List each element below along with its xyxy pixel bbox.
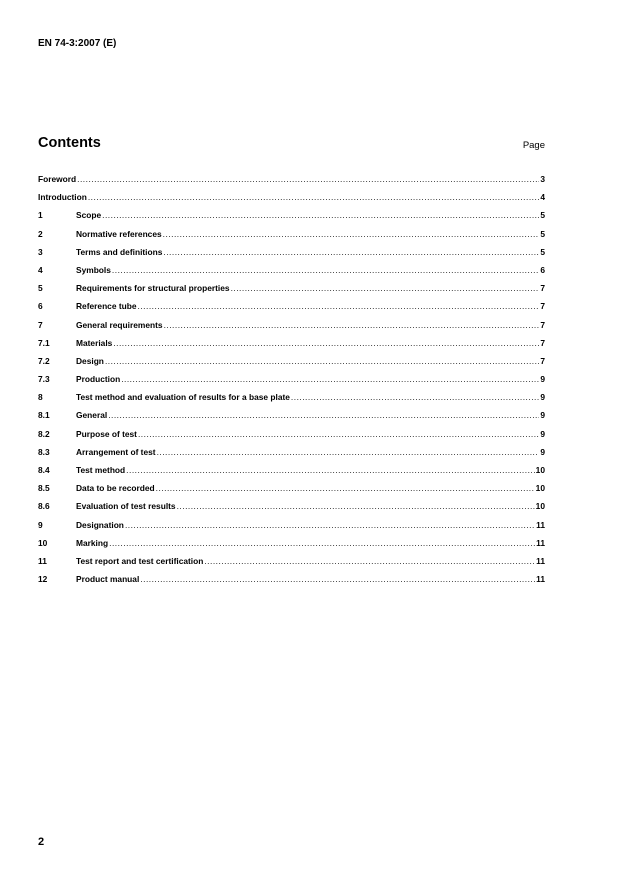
toc-entry-number: 8.1 xyxy=(38,410,50,421)
toc-entry-number: 8.5 xyxy=(38,483,50,494)
toc-entry[interactable] xyxy=(38,283,545,301)
toc-entry-page: 5 xyxy=(540,246,545,257)
toc-dot-leader xyxy=(138,301,540,311)
toc-entry-title: Symbols xyxy=(76,264,111,275)
toc-dot-leader xyxy=(291,392,539,402)
toc-entry-page: 7 xyxy=(540,283,545,294)
toc-dot-leader xyxy=(163,247,539,257)
toc-entry-number: 9 xyxy=(38,519,43,530)
toc-dot-leader xyxy=(138,429,539,439)
toc-dot-leader xyxy=(109,538,535,548)
toc-dot-leader xyxy=(140,574,535,584)
toc-entry-number: 12 xyxy=(38,574,48,585)
toc-entry-number: 7.2 xyxy=(38,355,50,366)
toc-dot-leader xyxy=(231,283,540,293)
toc-entry-number: 3 xyxy=(38,246,43,257)
toc-entry-title: Test method and evaluation of results for a base plate xyxy=(76,392,290,403)
toc-entry-page: 9 xyxy=(540,392,545,403)
toc-entry-title: Production xyxy=(76,374,121,385)
toc-entry-number: 5 xyxy=(38,283,43,294)
toc-dot-leader xyxy=(88,192,539,202)
toc-entry-number: 4 xyxy=(38,264,43,275)
toc-entry[interactable] xyxy=(38,574,545,592)
toc-dot-leader xyxy=(157,447,540,457)
toc-entry-title: Test report and test certification xyxy=(76,555,204,566)
page-column-label: Page xyxy=(522,140,545,151)
toc-entry-page: 9 xyxy=(540,446,545,457)
toc-entry[interactable] xyxy=(38,247,545,265)
toc-entry[interactable] xyxy=(38,465,545,483)
toc-dot-leader xyxy=(177,501,535,511)
toc-entry-page: 5 xyxy=(540,228,545,239)
toc-entry-number: 11 xyxy=(38,555,47,566)
toc-entry-title: Test method xyxy=(76,465,126,475)
toc-entry-page: 9 xyxy=(540,374,545,385)
toc-entry[interactable] xyxy=(38,301,545,319)
toc-entry-number: 8.6 xyxy=(38,501,50,512)
toc-entry-number: 7 xyxy=(38,319,43,330)
toc-entry-number: 1 xyxy=(38,210,43,221)
toc-entry-page: 7 xyxy=(540,355,545,366)
toc-entry-title: Designation xyxy=(76,519,124,530)
toc-entry[interactable] xyxy=(38,483,545,501)
toc-entry-number: 2 xyxy=(38,228,43,239)
toc-dot-leader xyxy=(164,320,540,330)
table-of-contents xyxy=(38,174,545,592)
toc-entry-title: Purpose of test xyxy=(76,428,137,439)
toc-entry-number: 8.4 xyxy=(38,465,50,475)
toc-entry-page: 9 xyxy=(540,428,545,439)
contents-title: Contents xyxy=(38,135,101,151)
toc-entry[interactable] xyxy=(38,320,545,338)
toc-dot-leader xyxy=(112,265,539,275)
toc-dot-leader xyxy=(163,229,540,239)
toc-entry[interactable] xyxy=(38,229,545,247)
toc-entry-number: 6 xyxy=(38,301,43,312)
toc-entry[interactable] xyxy=(38,392,545,410)
toc-entry[interactable] xyxy=(38,429,545,447)
toc-entry-title: Reference tube xyxy=(76,301,137,312)
toc-entry-title: General xyxy=(76,410,108,421)
toc-entry-title: Design xyxy=(76,355,104,366)
toc-entry-page: 10 xyxy=(535,465,545,475)
toc-dot-leader xyxy=(113,338,539,348)
toc-entry[interactable] xyxy=(38,356,545,374)
toc-entry-title: Marking xyxy=(76,537,109,548)
toc-entry-title: Requirements for structural properties xyxy=(76,283,230,294)
toc-entry-page: 11 xyxy=(536,519,545,530)
toc-entry-page: 4 xyxy=(540,192,545,203)
toc-entry[interactable] xyxy=(38,520,545,538)
toc-entry[interactable] xyxy=(38,501,545,519)
toc-entry[interactable] xyxy=(38,374,545,392)
toc-entry[interactable] xyxy=(38,410,545,428)
toc-entry-page: 11 xyxy=(536,555,545,566)
toc-entry-number: 7.1 xyxy=(38,337,50,348)
toc-dot-leader xyxy=(105,356,539,366)
toc-dot-leader xyxy=(102,210,539,220)
toc-entry-title: Arrangement of test xyxy=(76,446,156,457)
toc-entry-page: 3 xyxy=(540,174,545,184)
toc-dot-leader xyxy=(77,174,539,184)
toc-entry-page: 5 xyxy=(540,210,545,221)
toc-entry-page: 7 xyxy=(540,301,545,312)
toc-entry[interactable] xyxy=(38,265,545,283)
toc-entry[interactable] xyxy=(38,538,545,556)
toc-entry-number: 10 xyxy=(38,537,48,548)
toc-dot-leader xyxy=(121,374,539,384)
document-code: EN 74-3:2007 (E) xyxy=(38,38,117,49)
toc-entry[interactable] xyxy=(38,338,545,356)
toc-entry[interactable] xyxy=(38,447,545,465)
toc-entry-page: 10 xyxy=(535,501,545,512)
toc-entry-title: Foreword xyxy=(38,174,77,184)
toc-dot-leader xyxy=(125,520,535,530)
toc-entry-page: 6 xyxy=(540,264,545,275)
toc-entry-title: Introduction xyxy=(38,192,87,203)
toc-entry-number: 8.2 xyxy=(38,428,50,439)
toc-entry-title: Scope xyxy=(76,210,102,221)
toc-entry-number: 8.3 xyxy=(38,446,50,457)
toc-entry[interactable] xyxy=(38,174,545,192)
toc-entry-page: 9 xyxy=(540,410,545,421)
toc-dot-leader xyxy=(156,483,535,493)
toc-entry-title: Data to be recorded xyxy=(76,483,155,494)
toc-entry-page: 11 xyxy=(536,537,545,548)
toc-entry[interactable] xyxy=(38,556,545,574)
toc-entry-number: 8 xyxy=(38,392,43,403)
toc-entry-page: 7 xyxy=(540,319,545,330)
toc-entry-number: 7.3 xyxy=(38,374,50,385)
toc-entry-title: Evaluation of test results xyxy=(76,501,176,512)
toc-dot-leader xyxy=(126,465,535,475)
toc-entry-title: Materials xyxy=(76,337,113,348)
toc-entry-page: 7 xyxy=(540,337,545,348)
toc-entry-title: General requirements xyxy=(76,319,163,330)
toc-entry[interactable] xyxy=(38,210,545,228)
toc-dot-leader xyxy=(204,556,535,566)
toc-entry-page: 11 xyxy=(536,574,545,585)
toc-entry-title: Normative references xyxy=(76,228,162,239)
toc-dot-leader xyxy=(108,410,539,420)
page-number: 2 xyxy=(38,836,45,848)
toc-entry-page: 10 xyxy=(535,483,545,494)
toc-entry[interactable] xyxy=(38,192,545,210)
toc-entry-title: Product manual xyxy=(76,574,140,585)
toc-entry-title: Terms and definitions xyxy=(76,246,163,257)
